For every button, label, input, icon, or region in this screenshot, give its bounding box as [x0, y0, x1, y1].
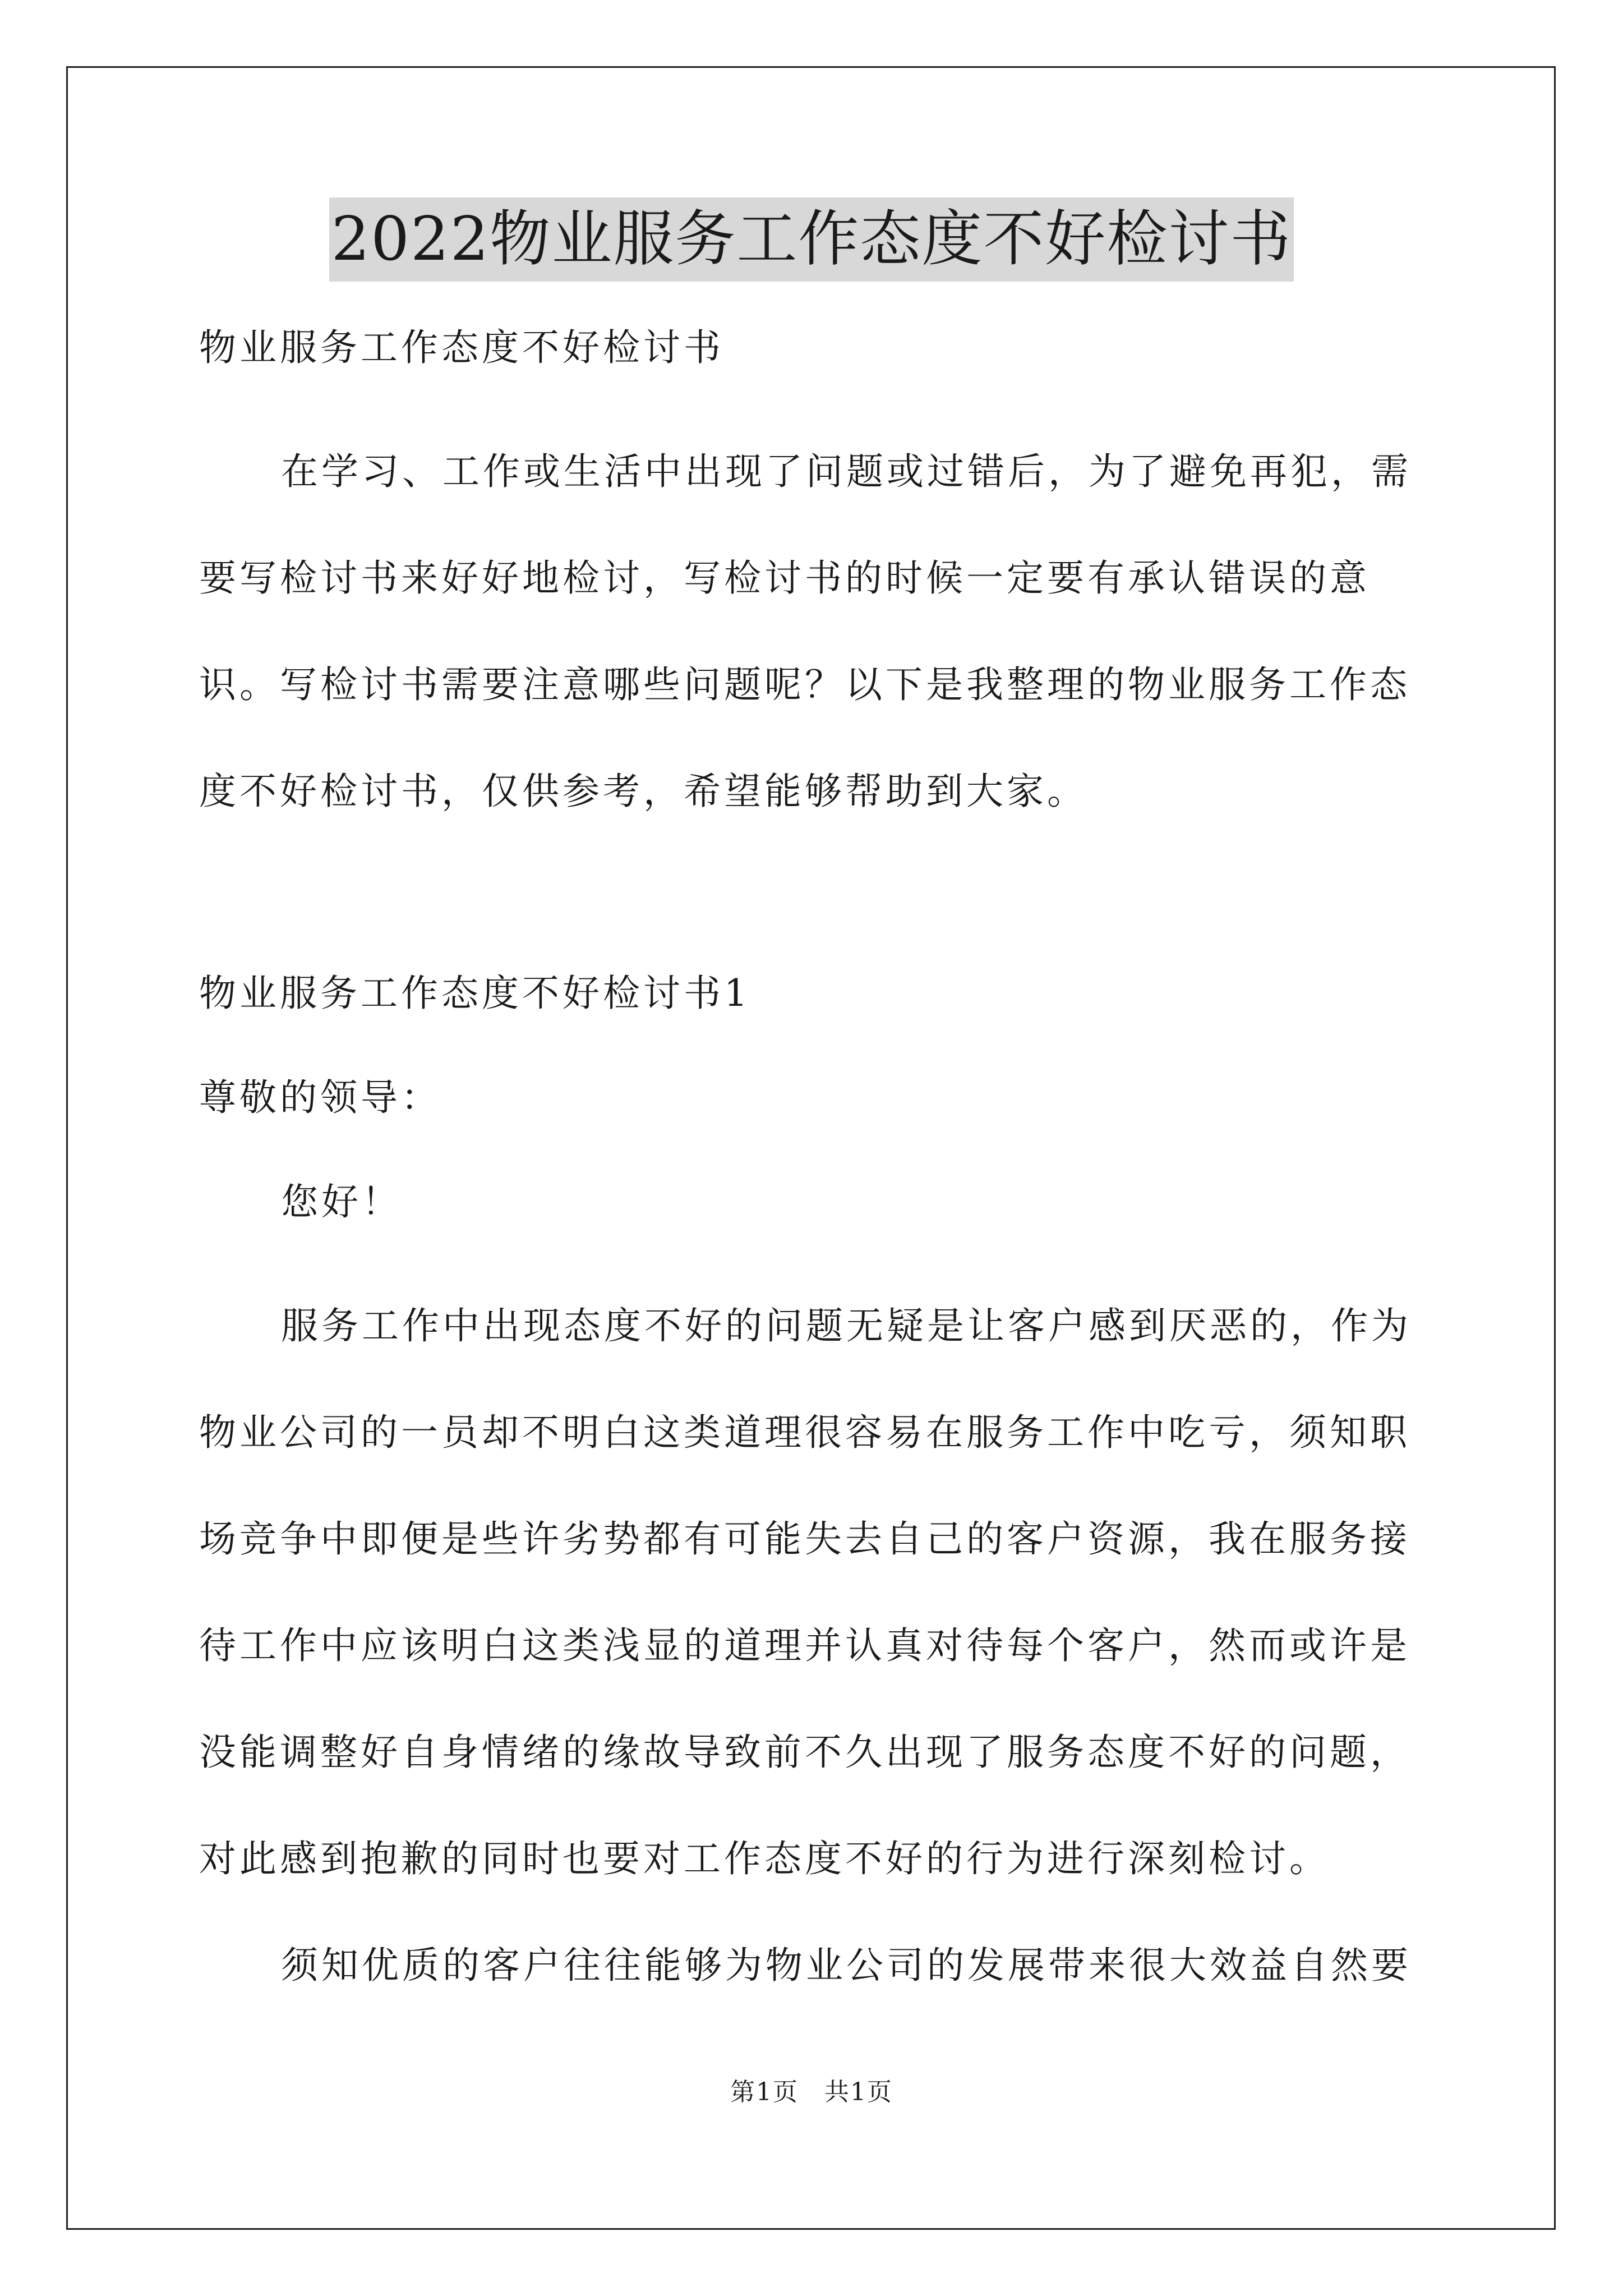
- body-paragraph: 须知优质的客户往往能够为物业公司的发展带来很大效益自然要: [281, 1944, 1412, 1987]
- section-heading: 物业服务工作态度不好检讨书1: [199, 972, 751, 1015]
- intro-heading: 物业服务工作态度不好检讨书: [199, 326, 724, 369]
- greeting: 您好！: [281, 1180, 402, 1223]
- salutation: 尊敬的领导：: [199, 1076, 441, 1119]
- page-footer: 第1页 共1页: [730, 2078, 893, 2106]
- document-body: [199, 314, 1427, 2019]
- body-paragraph: 服务工作中出现态度不好的问题无疑是让客户感到厌恶的，作为物业公司的一员却不明白这类道理很容易在服务工作中吃亏，须知职场竞争中即便是些许劣势都有可能失去自己的客户资源，我在服务接待工作中应该明白这类浅显的道理并认真对待每个客户，然而或许是没能调整好自身情绪的缘故导致前不久出现了服务态度不好的问题，对此感到抱歉的同时也要对工作态度不好的行为进行深刻检讨。: [199, 1304, 1412, 1880]
- title-container: [0, 197, 1623, 282]
- intro-paragraph: 在学习、工作或生活中出现了问题或过错后，为了避免再犯，需要写检讨书来好好地检讨，写检讨书的时候一定要有承认错误的意识。写检讨书需要注意哪些问题呢？以下是我整理的物业服务工作态度不好检讨书，仅供参考，希望能够帮助到大家。: [199, 450, 1412, 813]
- document-title: 2022物业服务工作态度不好检讨书: [329, 197, 1294, 282]
